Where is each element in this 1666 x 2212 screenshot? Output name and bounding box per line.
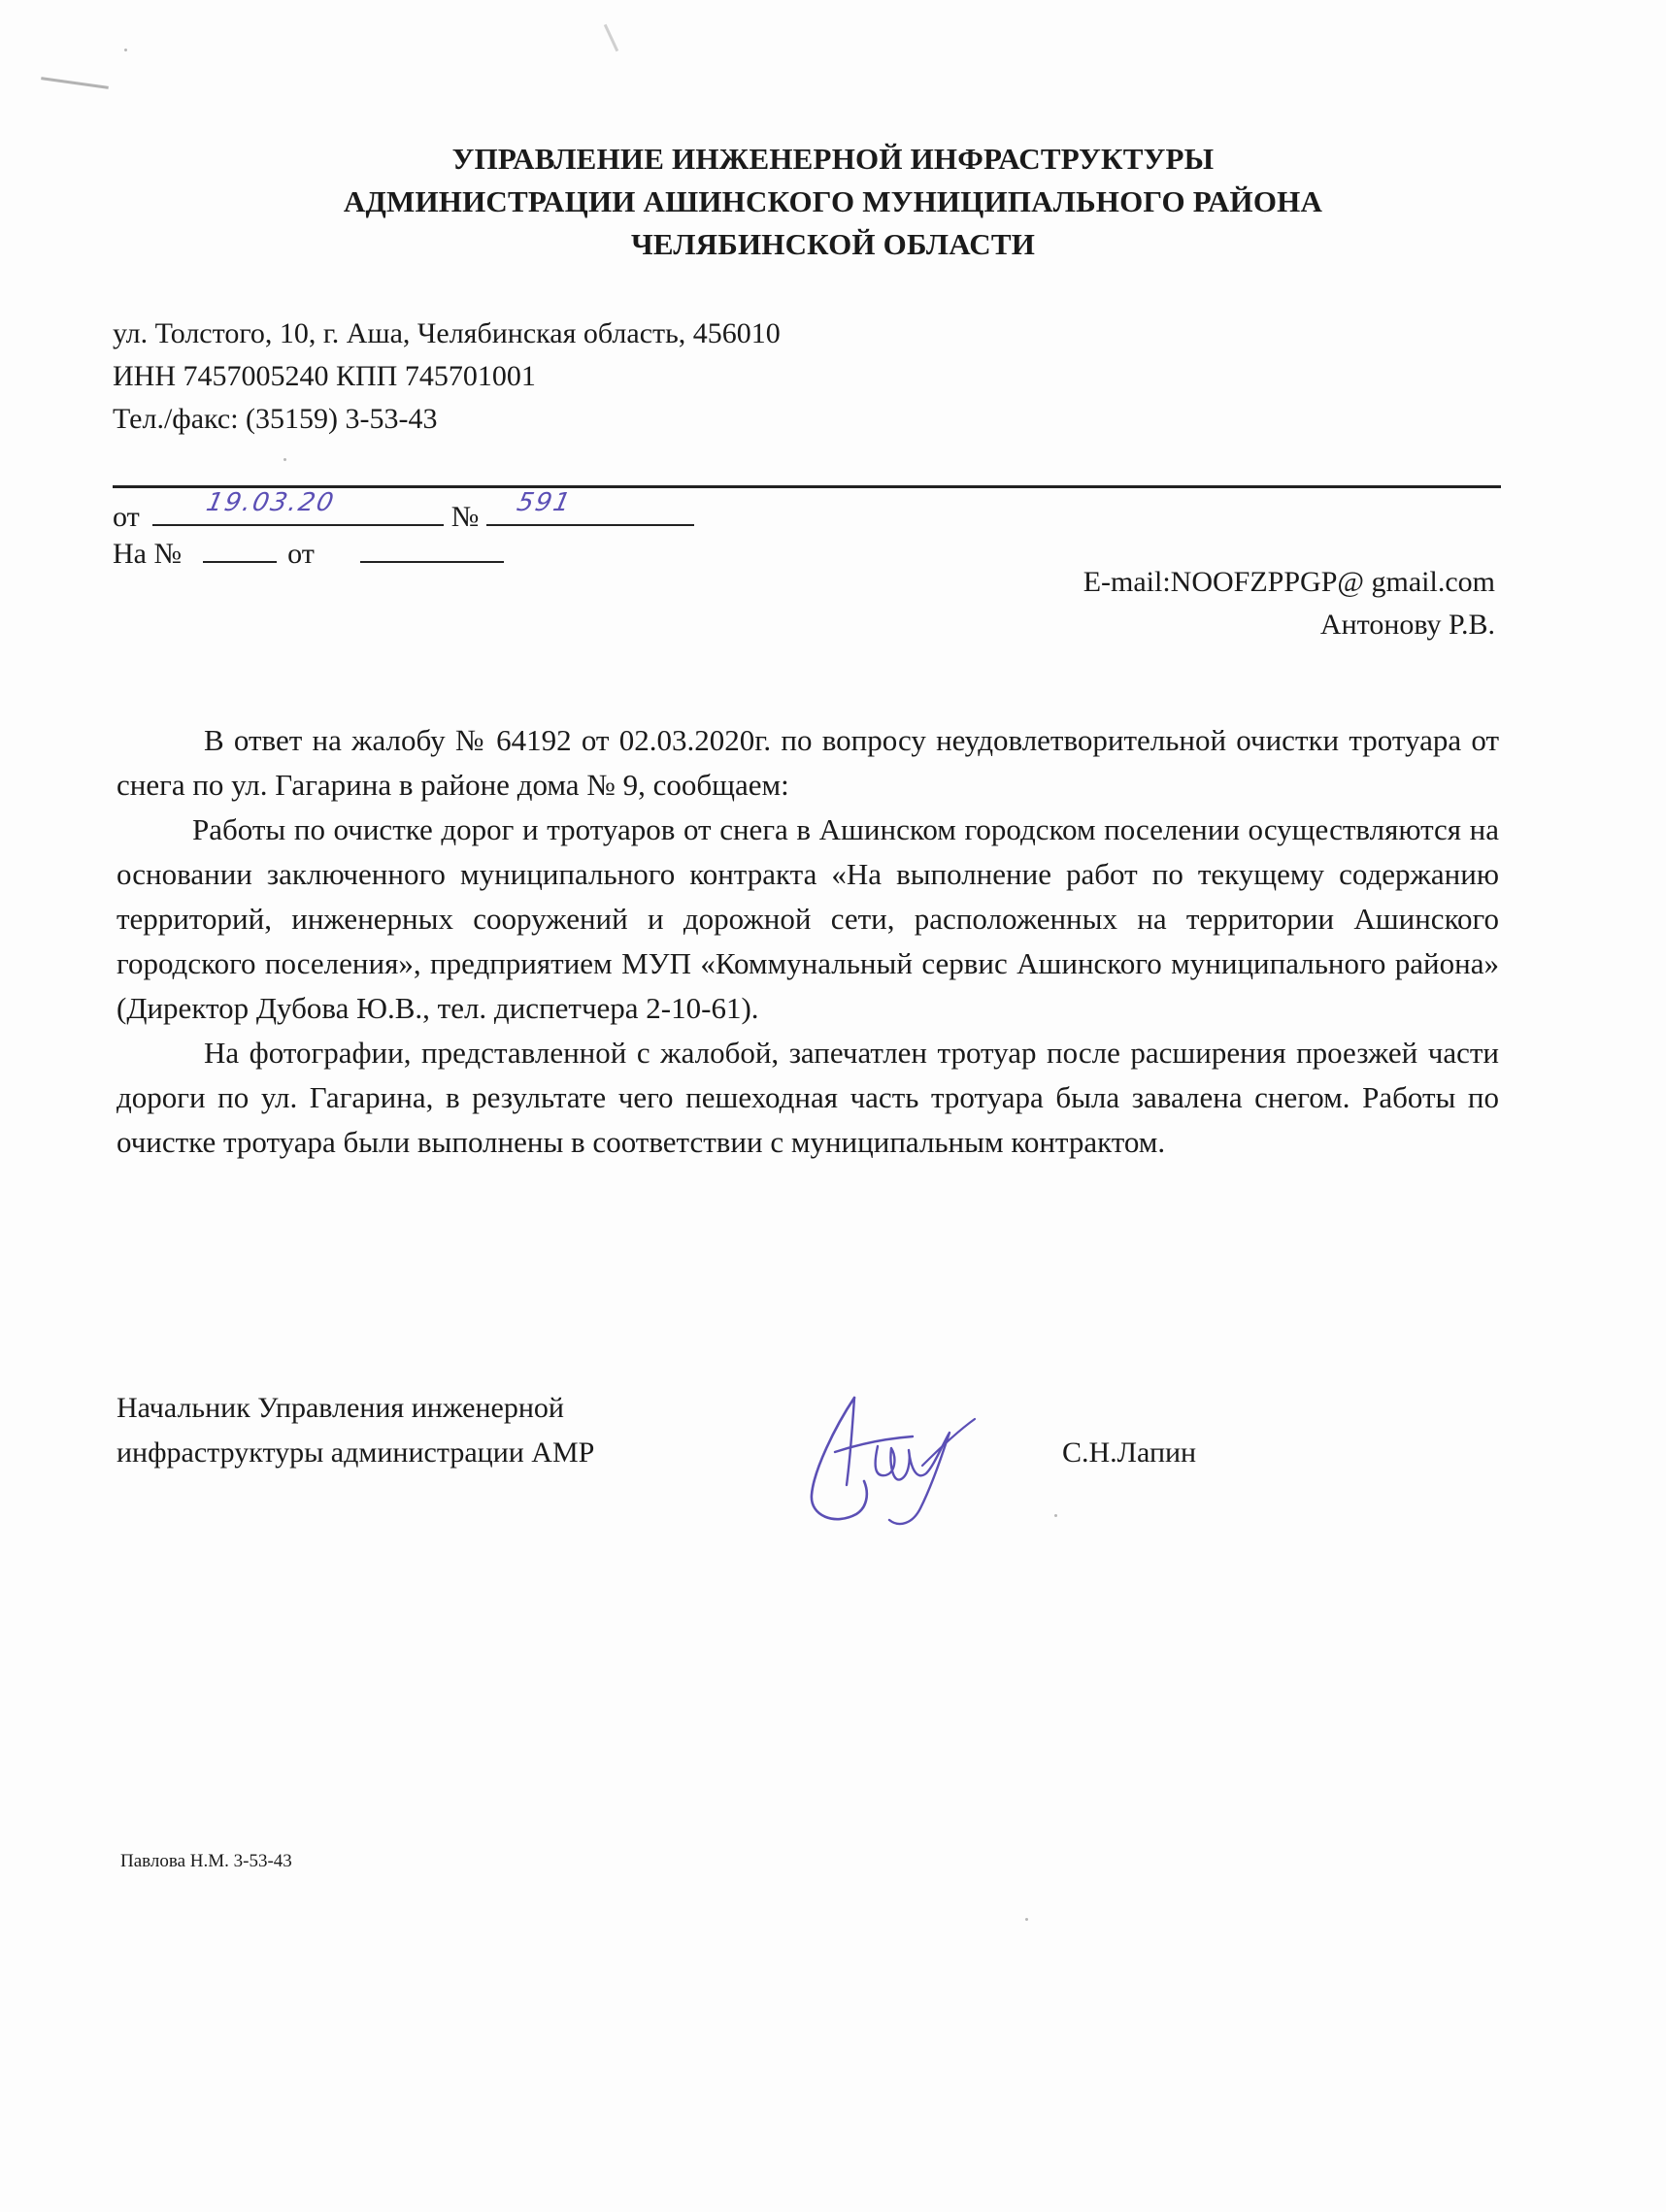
reply-date-field	[360, 532, 504, 563]
handwritten-date: 19.03.20	[204, 488, 339, 517]
scan-artifact	[1054, 1514, 1057, 1517]
body-paragraph: Работы по очистке дорог и тротуаров от снега в Ашинском городском поселении осуществляются на основании заключенного муниципального контракта «На выполнение работ по текущему содержанию территорий, инженерных сооружений и дорожной сети, расположенных на территории Ашинского городского поселения», предприятием МУП «Коммунальный сервис Ашинского муниципального района» (Директор Дубова Ю.В., тел. диспетчера 2-10-61).	[117, 812, 1499, 1025]
recipient-name: Антонову Р.В.	[1319, 609, 1495, 641]
scan-artifact	[124, 49, 127, 51]
body-paragraph: В ответ на жалобу № 64192 от 02.03.2020г. по вопросу неудовлетворительной очистки тротуара от снега по ул. Гагарина в районе дома № 9, сообщаем:	[117, 723, 1499, 802]
reply-number-label: На №	[113, 538, 183, 570]
scan-artifact	[41, 77, 109, 89]
signer-name: С.Н.Лапин	[1062, 1436, 1197, 1469]
recipient-block	[1083, 561, 1495, 646]
date-field	[152, 488, 444, 526]
scan-artifact	[604, 24, 618, 51]
org-address: ул. Толстого, 10, г. Аша, Челябинская область, 456010	[113, 317, 781, 349]
recipient-email: E-mail:NOOFZPPGP@ gmail.com	[1083, 566, 1495, 598]
letterhead-line: АДМИНИСТРАЦИИ АШИНСКОГО МУНИЦИПАЛЬНОГО РАЙОНА	[343, 184, 1323, 218]
letterhead-line: ЧЕЛЯБИНСКОЙ ОБЛАСТИ	[630, 227, 1036, 261]
number-field	[486, 488, 694, 526]
signatory-title	[117, 1386, 594, 1475]
executor-note: Павлова Н.М. 3-53-43	[120, 1851, 292, 1871]
letterhead-line: УПРАВЛЕНИЕ ИНЖЕНЕРНОЙ ИНФРАСТРУКТУРЫ	[451, 142, 1215, 176]
number-label: №	[450, 501, 480, 533]
handwritten-number: 591	[514, 488, 575, 517]
org-inn-kpp: ИНН 7457005240 КПП 745701001	[113, 360, 536, 392]
from-label: от	[113, 501, 140, 533]
reply-from-label: от	[287, 538, 315, 570]
scan-artifact	[1025, 1918, 1028, 1921]
signatory-title-line: Начальник Управления инженерной	[117, 1392, 564, 1424]
scan-artifact	[283, 458, 286, 461]
org-phone: Тел./факс: (35159) 3-53-43	[113, 403, 438, 435]
body-paragraph: На фотографии, представленной с жалобой, запечатлен тротуар после расширения проезжей части дороги по ул. Гагарина, в результате чего пешеходная часть тротуара была завалена снегом. Работы по очистке тротуара были выполнены в соответствии с муниципальным контрактом.	[117, 1036, 1499, 1159]
handwritten-signature	[796, 1378, 981, 1534]
reply-reference-line	[113, 532, 504, 574]
signatory-title-line: инфраструктуры администрации АМР	[117, 1436, 595, 1469]
organization-details	[113, 313, 781, 441]
reply-number-field	[203, 532, 277, 563]
letter-body	[117, 718, 1499, 1165]
letterhead-title	[0, 138, 1666, 266]
registration-line	[113, 488, 694, 537]
